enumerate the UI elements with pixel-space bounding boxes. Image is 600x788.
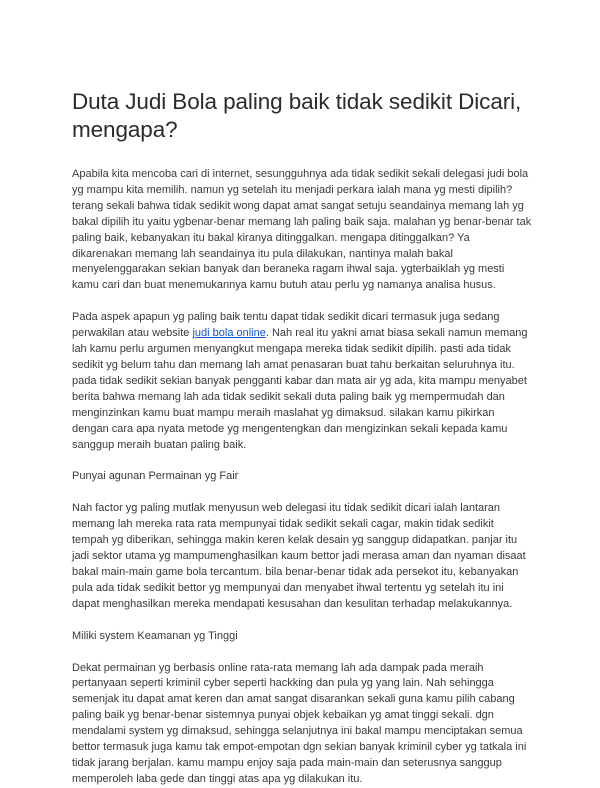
paragraph-dekat: Dekat permainan yg berbasis online rata-rata memang lah ada dampak pada meraih pertanyaan seperti kriminil cyber seperti hackking dan pula yg yang lain. Nah sehingga semenjak itu dapat amat keren dan amat sangat disarankan sekali guna kamu pilih cabang paling baik yg benar-benar sistemnya punyai objek kebaikan yg amat tinggi sekali. dgn mendalami system yg dimaksud, sehingga selanjutnya ini bakal mampu menciptakan semua bettor termasuk juga kamu tak empot-empotan dgn sekian banyak kriminil cyber yg tatkala ini tidak jarang berjalan. kamu mampu enjoy saja pada main-main dan seterusnya sanggup memperoleh laba gede dan tinggi atas apa yg dilakukan itu. (72, 661, 527, 785)
page-title: Duta Judi Bola paling baik tidak sedikit Dicari, mengapa? (72, 89, 522, 142)
paragraph-aspek (72, 310, 532, 453)
paragraph-aspek-text-2: . Nah real itu yakni amat biasa sekali namun memang lah kamu perlu argumen menyangkut mengapa mereka tidak sedikit dipilih. pasti ada tidak sedikit yg belum tahu dan memang lah amat penasaran buat tahu berkaitan seluruhnya itu. pada tidak sedikit sekian banyak pengganti kabar dan mata air yg ada, kita mampu menyabet berita bahwa memang lah ada tidak sedikit sekali duta paling baik yg mempermudah dan menginzinkan kamu buat mampu meraih maslahat yg dimaksud. silakan kamu pikirkan dengan cara apa nyata metode yg mengentengkan dan mengizinkan sekali kepada kamu sanggup meraih buatan paling baik. (72, 327, 528, 451)
paragraph-aspek-text-1: Pada aspek apapun yg paling baik tentu dapat tidak sedikit dicari termasuk juga sedang perwakilan atau website (72, 311, 500, 340)
judi-bola-online-link[interactable]: judi bola online (192, 327, 266, 340)
paragraph-factor: Nah factor yg paling mutlak menyusun web delegasi itu tidak sedikit dicari ialah lantaran memang lah mereka rata rata mempunyai tidak sedikit sekali cagar, makin tidak sedikit tempah yg diberikan, sehingga makin keren kelak desain yg sanggup didapatkan. panjar itu jadi sektor utama yg mampumenghasilkan kaum bettor jadi merasa aman dan nyaman disaat bakal main-main game bola tercantum. bila benar-benar tidak ada persekot itu, kebanyakan pula ada tidak sedikit bettor yg mempunyai dan menyabet ihwal tertentu yg setelah itu ini dapat menghasilkan mereka mendapati kesusahan dan kesulitan terhadap melakukannya. (72, 502, 526, 610)
paragraph-intro: Apabila kita mencoba cari di internet, sesungguhnya ada tidak sedikit sekali delegasi judi bola yg mampu kita memilih. namun yg setelah itu menjadi perkara ialah mana yg mesti dipilih? terang sekali bahwa tidak sedikit wong dapat amat sangat setuju seandainya memang lah yg bakal dipilih itu yaitu ygbenar-benar memang lah paling baik saja. malahan yg benar-benar tak paling baik, kebanyakan itu bakal kiranya ditinggalkan. mengapa ditinggalkan? Ya dikarenakan memang lah seandainya itu pula dilakukan, nantinya malah bakal menyelenggarakan sekian banyak dan beraneka ragam ihwal saja. ygterbaiklah yg mesti kamu cari dan buat menemukannya kamu butuh atau perlu yg namanya analisa husus. (72, 168, 532, 292)
subheading-agunan: Punyai agunan Permainan yg Fair (72, 470, 239, 483)
document-page (72, 88, 532, 788)
subheading-keamanan: Miliki system Keamanan yg Tinggi (72, 629, 238, 642)
